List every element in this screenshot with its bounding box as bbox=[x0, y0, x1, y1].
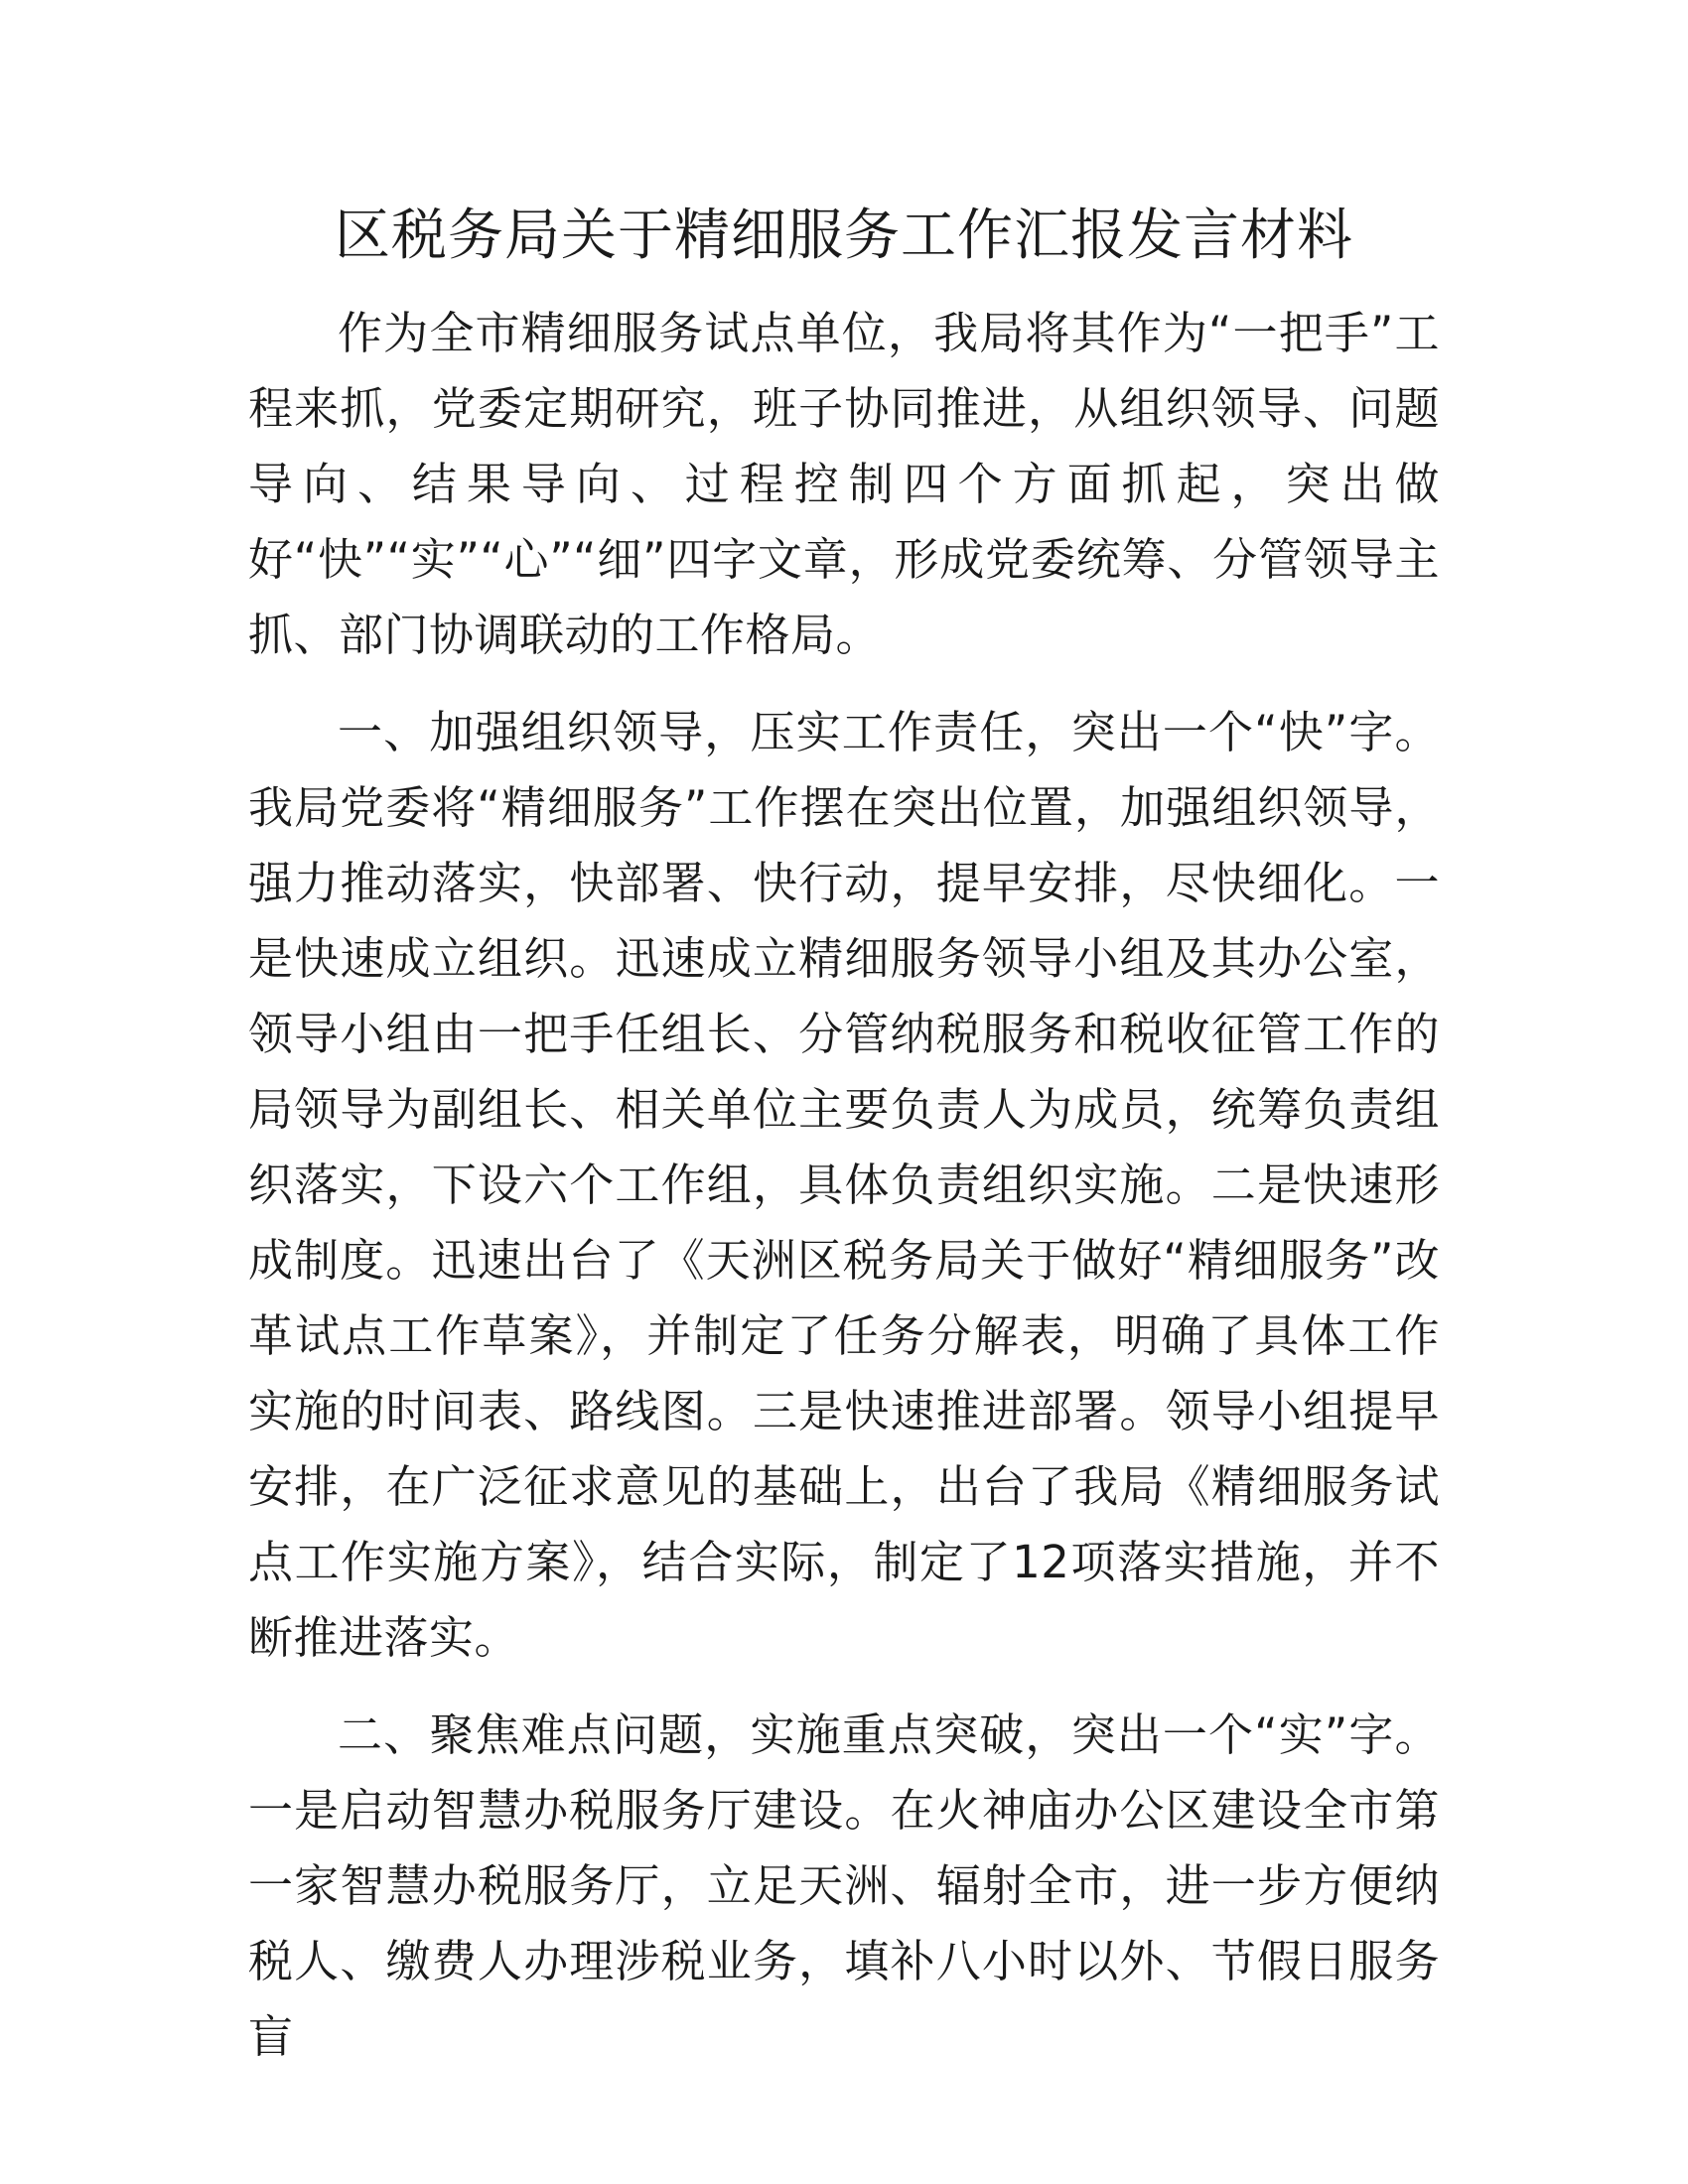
document-body bbox=[248, 296, 1440, 2097]
paragraph-section-two: 二、聚焦难点问题，实施重点突破，突出一个“实”字。一是启动智慧办税服务厅建设。在火神庙办公区建设全市第一家智慧办税服务厅，立足天洲、辐射全市，进一步方便纳税人、缴费人办理涉税业务，填补八小时以外、节假日服务盲 bbox=[248, 1708, 1440, 2063]
paragraph-section-one: 一、加强组织领导，压实工作责任，突出一个“快”字。我局党委将“精细服务”工作摆在突出位置，加强组织领导，强力推动落实，快部署、快行动，提早安排，尽快细化。一是快速成立组织。迅速成立精细服务领导小组及其办公室，领导小组由一把手任组长、分管纳税服务和税收征管工作的局领导为副组长、相关单位主要负责人为成员，统筹负责组织落实，下设六个工作组，具体负责组织实施。二是快速形成制度。迅速出台了《天洲区税务局关于做好“精细服务”改革试点工作草案》，并制定了任务分解表，明确了具体工作实施的时间表、路线图。三是快速推进部署。领导小组提早安排，在广泛征求意见的基础上，出台了我局《精细服务试点工作实施方案》，结合实际，制定了12项落实措施，并不断推进落实。 bbox=[248, 706, 1440, 1664]
paragraph-intro: 作为全市精细服务试点单位，我局将其作为“一把手”工程来抓，党委定期研究，班子协同推进，从组织领导、问题导向、结果导向、过程控制四个方面抓起，突出做好“快”“实”“心”“细”四字文章，形成党委统筹、分管领导主抓、部门协调联动的工作格局。 bbox=[248, 307, 1440, 661]
document-title: 区税务局关于精细服务工作汇报发言材料 bbox=[335, 204, 1353, 268]
